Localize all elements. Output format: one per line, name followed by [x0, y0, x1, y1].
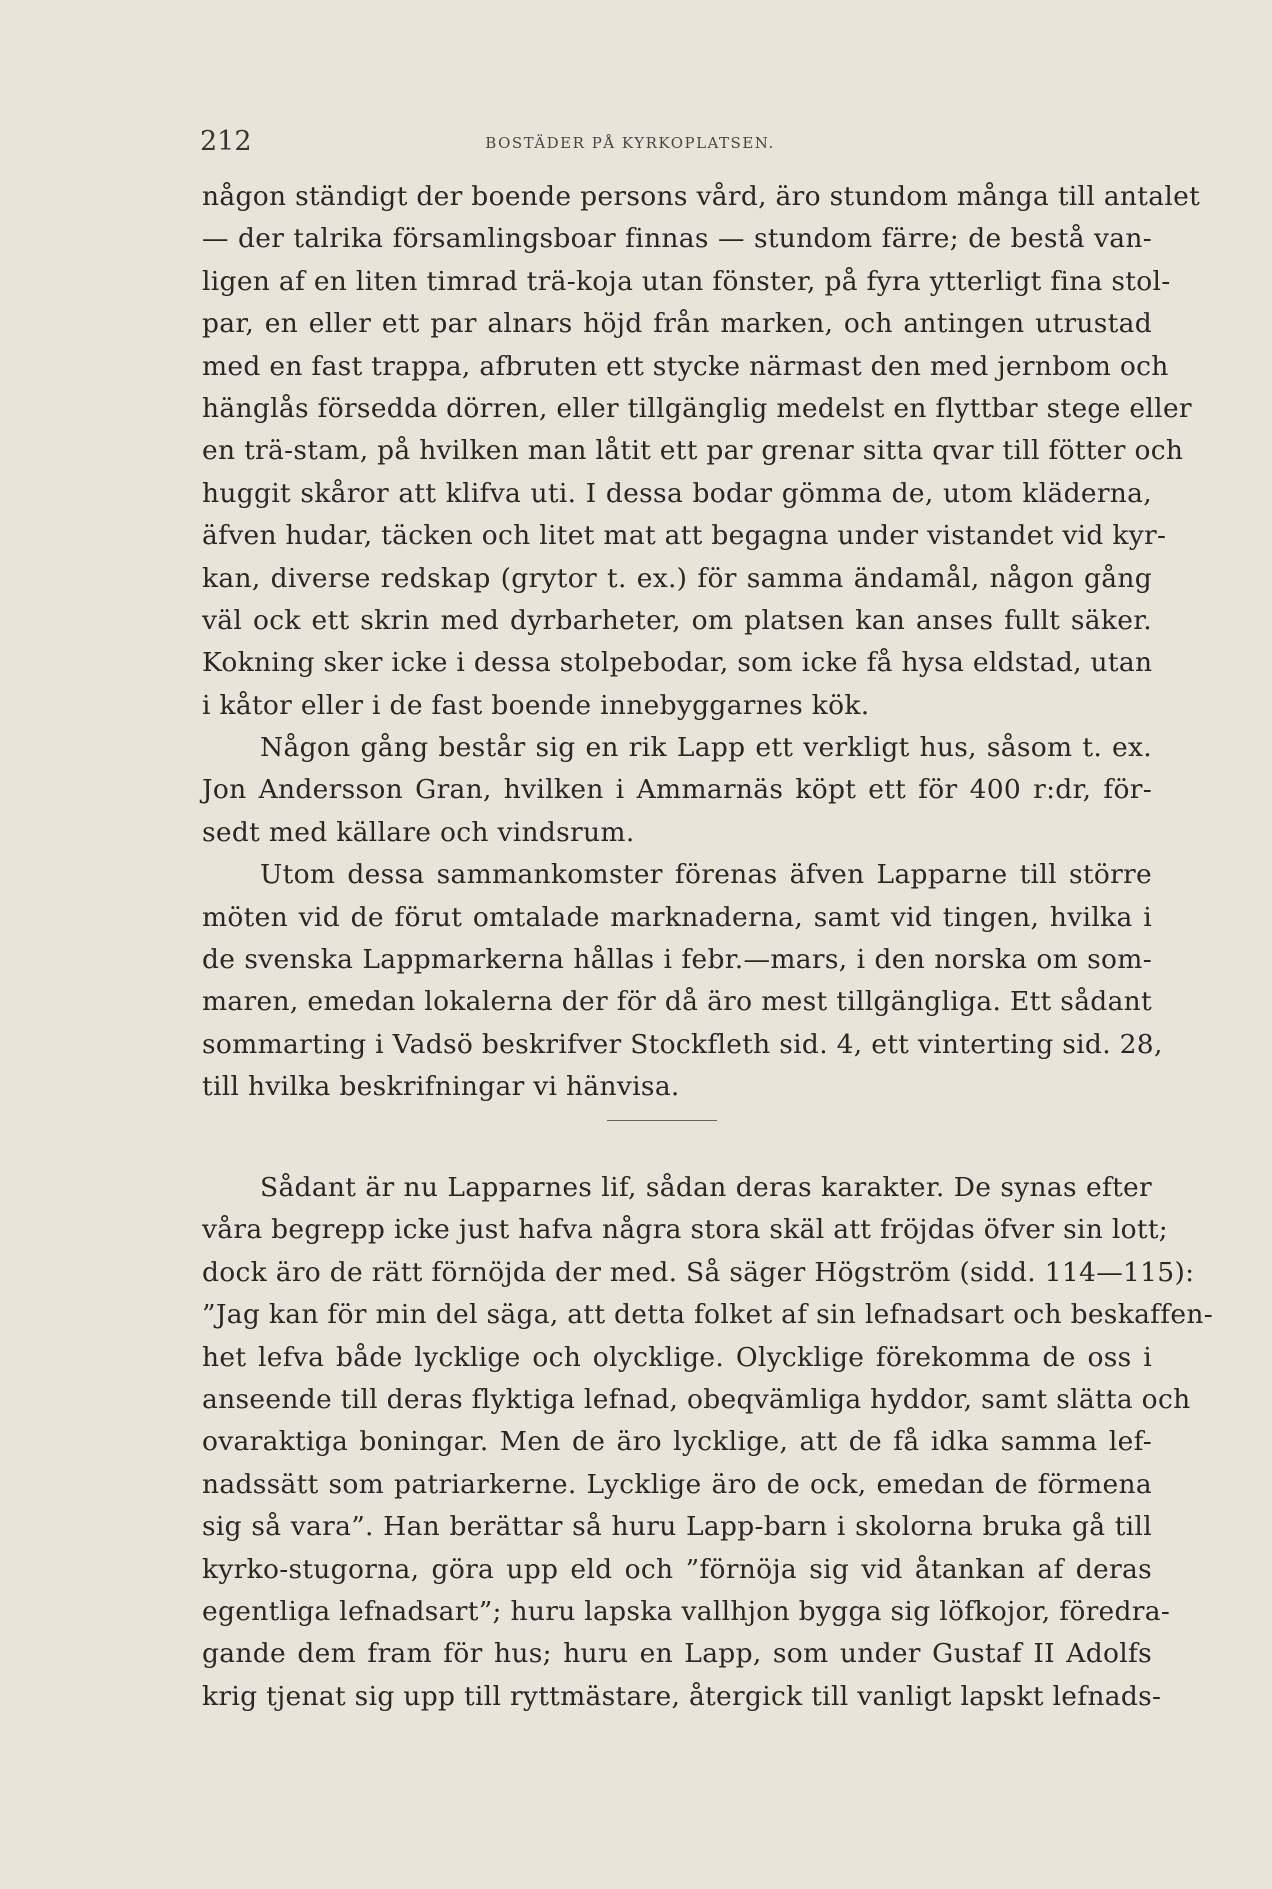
text-line: kyrko-stugorna, göra upp eld och ”förnöja sig vid åtankan af deras [202, 1553, 1152, 1585]
paragraph-start-line: Utom dessa sammankomster förenas äfven Lapparne till större [260, 859, 1152, 891]
text-line: nadssätt som patriarkerne. Lycklige äro de ock, emedan de förmena [202, 1468, 1152, 1500]
running-title: BOSTÄDER PÅ KYRKOPLATSEN. [485, 134, 775, 152]
text-line: i kåtor eller i de fast boende innebyggarnes kök. [202, 689, 870, 721]
text-line: par, en eller ett par alnars höjd från marken, och antingen utrustad [202, 308, 1152, 340]
text-line: äfven hudar, täcken och litet mat att begagna under vistandet vid kyr- [202, 520, 1167, 552]
text-line: våra begrepp icke just hafva några stora skäl att fröjdas öfver sin lott; [202, 1214, 1169, 1246]
paragraph-start-line: Någon gång består sig en rik Lapp ett verkligt hus, såsom t. ex. [260, 732, 1152, 764]
text-line: het lefva både lycklige och olycklige. Olycklige förekomma de oss i [202, 1341, 1152, 1373]
body-text-section-1 [202, 176, 1201, 1109]
text-line: ligen af en liten timrad trä-koja utan fönster, på fyra ytterligt fina stol- [202, 265, 1171, 297]
text-line: till hvilka beskrifningar vi hänvisa. [202, 1071, 680, 1103]
text-line: hänglås försedda dörren, eller tillgänglig medelst en flyttbar stege eller [202, 392, 1192, 424]
section-divider-rule [607, 1120, 717, 1121]
text-line: med en fast trappa, afbruten ett stycke närmast den med jernbom och [202, 350, 1169, 382]
text-line: maren, emedan lokalerna der för då äro mest tillgängliga. Ett sådant [202, 986, 1152, 1018]
text-line: ovaraktiga boningar. Men de äro lycklige, att de få idka samma lef- [202, 1426, 1152, 1458]
text-line: någon ständigt der boende persons vård, äro stundom många till antalet [202, 181, 1201, 212]
text-line: anseende till deras flyktiga lefnad, obeqvämliga hyddor, samt slätta och [202, 1383, 1191, 1415]
text-line: egentliga lefnadsart”; huru lapska vallhjon bygga sig löfkojor, föredra- [202, 1595, 1171, 1627]
text-line: dock äro de rätt förnöjda der med. Så säger Högström (sidd. 114—115): [202, 1256, 1195, 1288]
text-line: sedt med källare och vindsrum. [202, 816, 635, 848]
text-line: huggit skåror att klifva uti. I dessa bodar gömma de, utom kläderna, [202, 477, 1152, 509]
text-line: sig så vara”. Han berättar så huru Lapp-barn i skolorna bruka gå till [202, 1511, 1152, 1543]
text-line: Jon Andersson Gran, hvilken i Ammarnäs köpt ett för 400 r:dr, för- [202, 774, 1152, 806]
text-line: krig tjenat sig upp till ryttmästare, återgick till vanligt lapskt lefnads- [202, 1680, 1162, 1712]
paragraph-start-line: Sådant är nu Lapparnes lif, sådan deras karakter. De synas efter [260, 1172, 1152, 1203]
body-text-section-2 [202, 1167, 1213, 1718]
text-line: de svenska Lappmarkerna hållas i febr.—mars, i den norska om som- [202, 944, 1152, 976]
text-line: väl ock ett skrin med dyrbarheter, om platsen kan anses fullt säker. [202, 604, 1152, 636]
page-number: 212 [200, 126, 252, 157]
text-line: — der talrika församlingsboar finnas — stundom färre; de bestå van- [202, 223, 1152, 255]
text-line: sommarting i Vadsö beskrifver Stockfleth sid. 4, ett vinterting sid. 28, [202, 1028, 1163, 1060]
text-line: kan, diverse redskap (grytor t. ex.) för samma ändamål, någon gång [202, 562, 1152, 594]
text-line: Kokning sker icke i dessa stolpebodar, som icke få hysa eldstad, utan [202, 647, 1153, 679]
page-header [200, 126, 1060, 166]
text-line: ”Jag kan för min del säga, att detta folket af sin lefnadsart och beskaffen- [202, 1299, 1213, 1331]
text-line: en trä-stam, på hvilken man låtit ett par grenar sitta qvar till fötter och [202, 435, 1184, 467]
text-line: möten vid de förut omtalade marknaderna, samt vid tingen, hvilka i [202, 901, 1152, 933]
text-line: gande dem fram för hus; huru en Lapp, som under Gustaf II Adolfs [202, 1638, 1152, 1670]
